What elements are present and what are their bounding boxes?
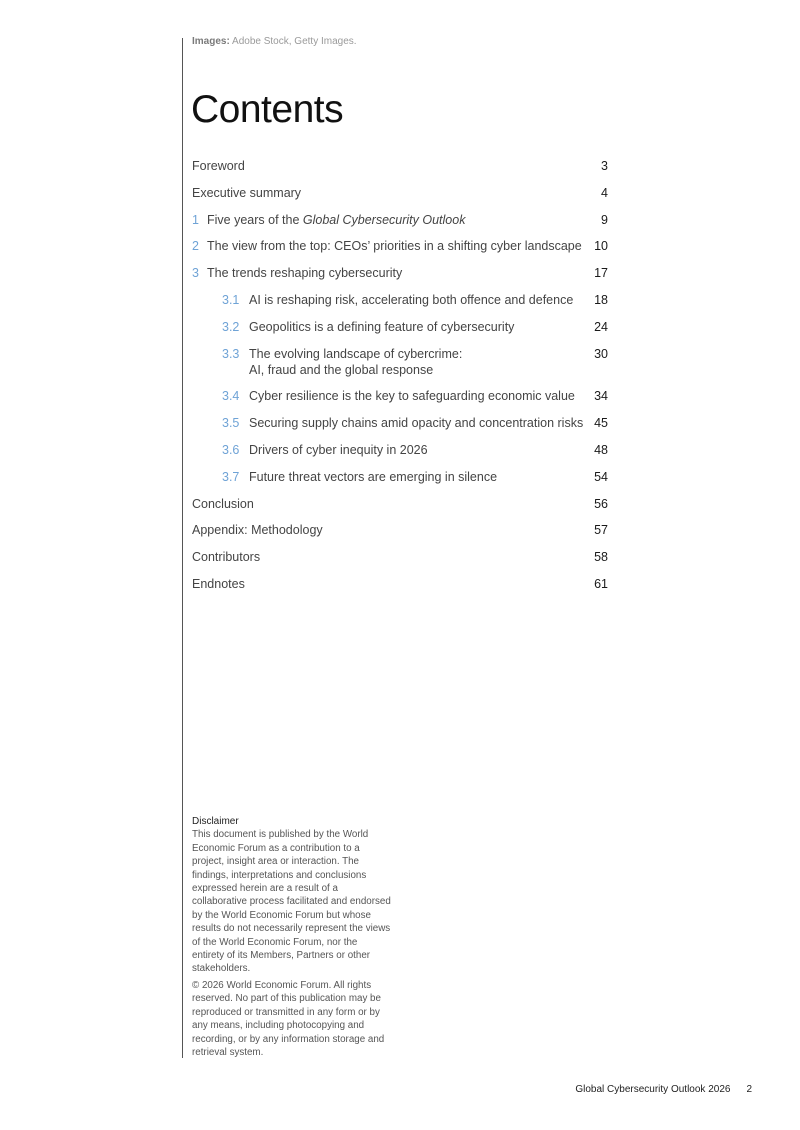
toc-label: Cyber resilience is the key to safeguarding economic value [249,389,575,404]
toc-section-number: 3.2 [222,319,240,334]
toc-page-number: 3 [601,159,608,173]
disclaimer-heading: Disclaimer [192,816,239,827]
toc-entry-section-3-7[interactable] [192,469,608,496]
toc-section-number: 3 [192,266,199,281]
toc-section-number: 3.5 [222,416,240,431]
toc-label: Securing supply chains amid opacity and concentration risks [249,416,584,431]
toc-page-number: 18 [594,292,608,307]
toc-entry-section-3-3[interactable] [192,346,608,389]
toc-label: Conclusion [192,496,254,511]
toc-entry-section-1[interactable] [192,212,608,239]
toc-entry-foreword[interactable] [192,158,608,185]
toc-page-number: 61 [594,576,608,591]
toc-section-number: 3.3 [222,346,240,361]
toc-entry-endnotes[interactable] [192,576,608,603]
toc-label: AI is reshaping risk, accelerating both offence and defence [249,292,574,307]
image-credits-text: Adobe Stock, Getty Images. [232,36,357,47]
vertical-rule [182,38,183,1058]
toc-label [207,212,608,228]
toc-label-prefix: Five years of the [207,212,303,227]
toc-entry-contributors[interactable] [192,549,608,576]
toc-section-number: 1 [192,212,199,227]
toc-section-number: 3.7 [222,469,240,484]
toc-entry-section-2[interactable] [192,238,608,265]
toc-label: Geopolitics is a defining feature of cybersecurity [249,319,515,334]
footer-page-number: 2 [746,1084,752,1095]
toc-label: The view from the top: CEOs’ priorities in a shifting cyber landscape [207,239,582,254]
page-title: Contents [191,88,344,131]
toc-entry-section-3-2[interactable] [192,319,608,346]
toc-label [249,346,608,378]
toc-page-number: 54 [594,469,608,484]
toc-section-number: 3.1 [222,292,240,307]
toc-page-number: 48 [594,442,608,457]
copyright-notice: © 2026 World Economic Forum. All rights reserved. No part of this publication may be reproduced or transmitted in any form or by any means, including photocopying and recording, or by any information storage and retrieval system. [192,979,385,1058]
toc-page-number: 17 [594,266,608,281]
toc-page-number: 58 [594,550,608,565]
toc-label: Appendix: Methodology [192,523,323,538]
toc-section-number: 2 [192,239,199,254]
toc-label: Drivers of cyber inequity in 2026 [249,442,428,457]
toc-entry-section-3[interactable] [192,265,608,292]
toc-entry-section-3-1[interactable] [192,292,608,319]
image-credits-label: Images: [192,36,230,47]
footer-title: Global Cybersecurity Outlook 2026 [575,1084,731,1095]
toc-section-number: 3.4 [222,389,240,404]
toc-label: Foreword [192,159,245,173]
toc-entry-executive-summary[interactable] [192,185,608,212]
toc-page-number: 56 [594,496,608,511]
toc-page-number: 30 [594,346,608,361]
toc-page-number: 34 [594,389,608,404]
toc-label: Endnotes [192,576,245,591]
toc-page-number: 45 [594,416,608,431]
toc-entry-section-3-5[interactable] [192,415,608,442]
toc-page-number: 24 [594,319,608,334]
toc-label: Executive summary [192,185,302,200]
toc-page-number: 4 [601,185,608,200]
table-of-contents [192,158,608,603]
toc-page-number: 57 [594,523,608,538]
image-credits [192,36,357,47]
toc-entry-conclusion[interactable] [192,496,608,523]
toc-label-line-2: AI, fraud and the global response [249,362,434,377]
page-footer [575,1084,752,1095]
toc-page-number: 9 [601,212,608,227]
toc-section-number: 3.6 [222,442,240,457]
toc-entry-section-3-6[interactable] [192,442,608,469]
toc-label-italic: Global Cybersecurity Outlook [302,212,466,227]
toc-label-line-1: The evolving landscape of cybercrime: [249,346,463,361]
disclaimer [192,815,392,1059]
toc-entry-appendix[interactable] [192,522,608,549]
toc-page-number: 10 [594,239,608,254]
toc-label: Future threat vectors are emerging in silence [249,469,498,484]
toc-entry-section-3-4[interactable] [192,388,608,415]
toc-label: The trends reshaping cybersecurity [207,266,403,281]
disclaimer-body: This document is published by the World Economic Forum as a contribution to a project, insight area or interaction. The findings, interpretations and conclusions expressed herein are a result of a collaborative process facilitated and endorsed by the World Economic Forum but whose results do not necessarily represent the views of the World Economic Forum, nor the entirety of its Members, Partners or other stakeholders. [192,829,391,975]
toc-label: Contributors [192,550,261,565]
